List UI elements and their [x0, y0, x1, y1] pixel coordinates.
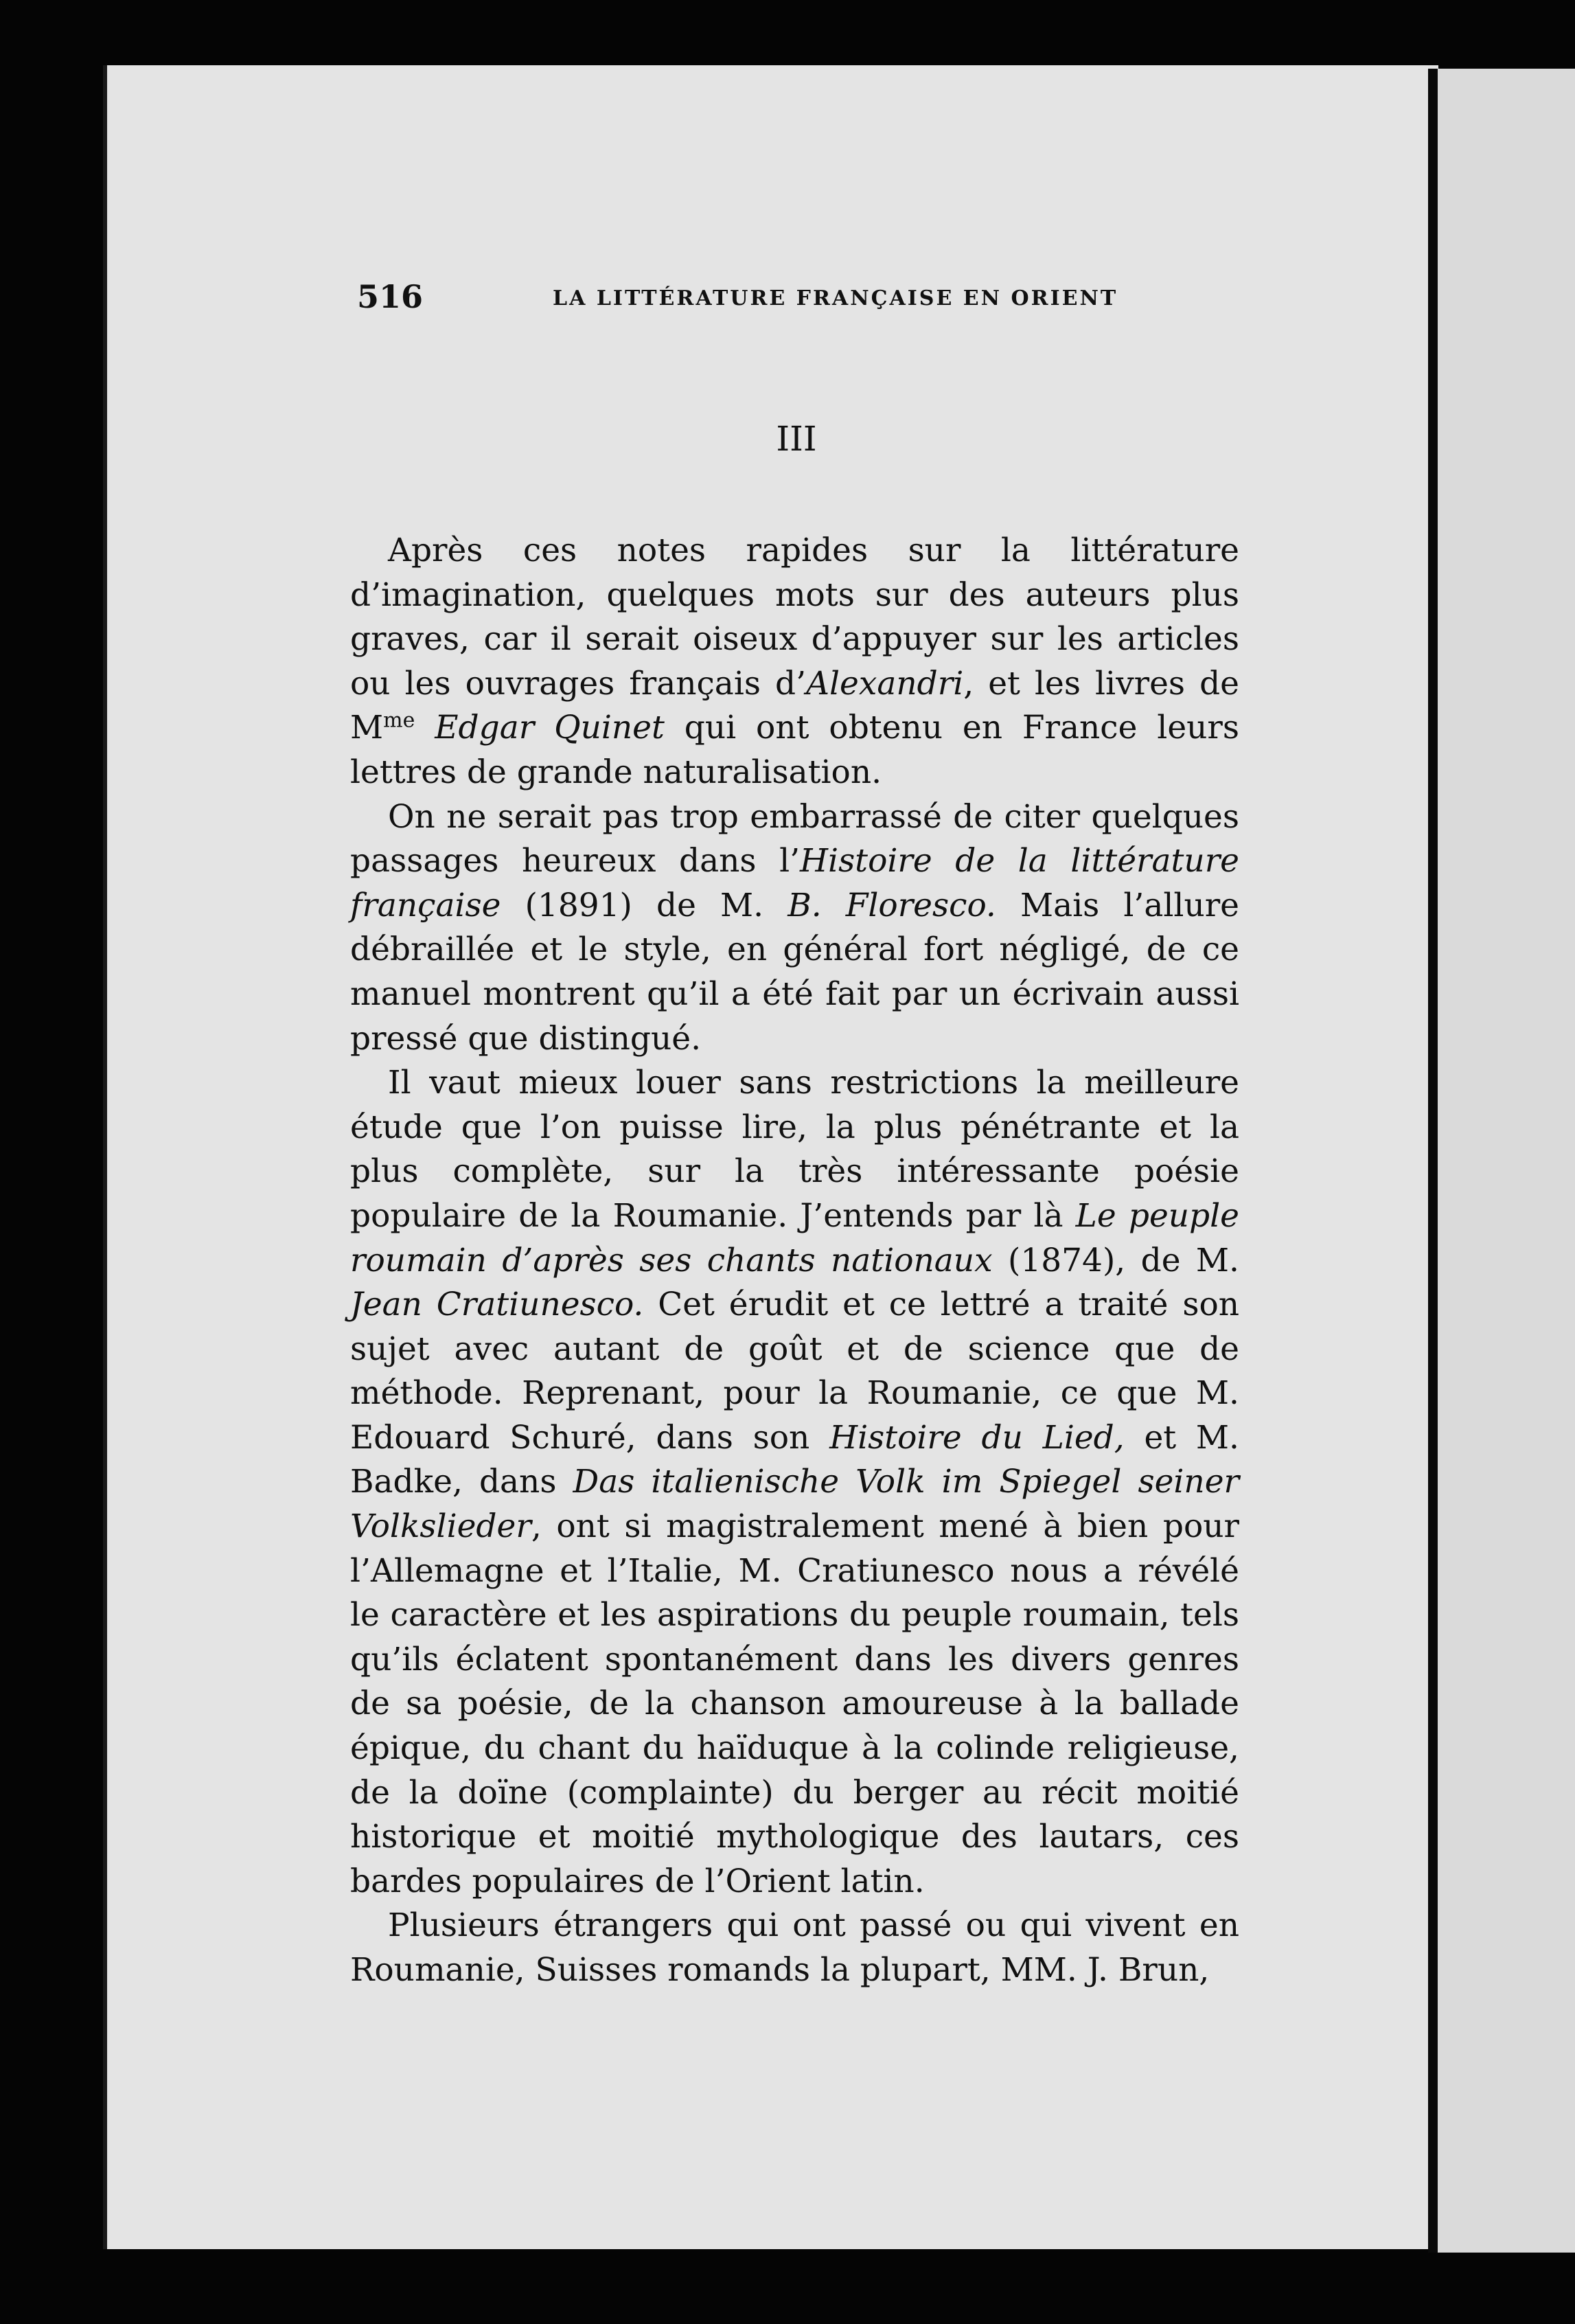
author-edgar-quinet: Edgar Quinet — [435, 709, 665, 747]
author-floresco: B. Floresco. — [788, 886, 996, 924]
author-alexandri: Alexandri — [806, 664, 964, 703]
paragraph-3 — [350, 1061, 1239, 1904]
page-number: 516 — [357, 278, 424, 315]
running-title: LA LITTÉRATURE FRANÇAISE EN ORIENT — [553, 286, 1118, 310]
section-heading: III — [776, 419, 817, 459]
paragraph-2-text-1: On ne serait pas trop embarrassé de citer quelques passages heureux dans l’ — [350, 797, 1239, 880]
book-title-peuple-roumain: Le peuple roumain d’après ses chants nationaux — [350, 1196, 1239, 1279]
paragraph-3-text-1: Il vaut mieux louer sans restrictions la meilleure étude que l’on puisse lire, la plus pénétrante et la plus complète, sur la très intéressante poésie populaire de la Roumanie. J’entends par là — [350, 1064, 1239, 1235]
paragraph-3-text-3: Cet érudit et ce lettré a traité son sujet avec autant de goût et de science que de méthode. Reprenant, pour la Roumanie, ce que M. Edouard Schuré, dans son — [350, 1286, 1240, 1457]
paragraph-1-text-2: , et les livres de M — [350, 664, 1239, 747]
paragraph-2-text-2: (1891) de M. — [501, 886, 788, 924]
paragraph-1-text-1: Après ces notes rapides sur la littérature d’imagination, quelques mots sur des auteurs plus graves, car il serait oiseux d’appuyer sur les articles ou les ouvrages français d’ — [350, 532, 1239, 703]
paragraph-4-text-1: Plusieurs étrangers qui ont passé ou qui vivent en Roumanie, Suisses romands la plupart, MM. J. Brun, — [350, 1906, 1239, 1989]
book-title-das-italienische-volk: Das italienische Volk im Spiegel seiner Volkslieder — [350, 1463, 1239, 1546]
paragraph-2-text-3: Mais l’allure débraillée et le style, en général fort négligé, de ce manuel montrent qu’il a été fait par un écrivain aussi pressé que distingué. — [350, 886, 1239, 1058]
book-title-histoire-litterature: Histoire de la littérature française — [350, 842, 1239, 924]
paragraph-3-text-4: et M. Badke, dans — [350, 1418, 1239, 1501]
author-cratiunesco: Jean Cratiunesco. — [350, 1286, 644, 1324]
book-title-histoire-du-lied: Histoire du Lied, — [829, 1418, 1125, 1457]
paragraph-3-text-2: (1874), de M. — [992, 1241, 1239, 1279]
paragraph-1 — [350, 529, 1239, 795]
paragraph-2 — [350, 795, 1239, 1062]
paragraph-3-text-5: , ont si magistralement mené à bien pour l’Allemagne et l’Italie, M. Cratiunesco nous a révélé le caractère et les aspirations du peuple roumain, tels qu’ils éclatent spontanément dans les divers genres de sa poésie, de la chanson amoureuse à la ballade épique, du chant du haïduque à la colinde religieuse, de la doïne (complainte) du berger au récit moitié historique et moitié mythologique des lautars, ces bardes populaires de l’Orient latin. — [350, 1507, 1239, 1900]
paragraph-1-text-4: qui ont obtenu en France leurs lettres de grande naturalisation. — [350, 709, 1239, 791]
page-header — [357, 278, 1118, 326]
madame-superscript: me — [383, 708, 415, 733]
paragraph-1-text-3 — [415, 709, 435, 747]
paragraph-4 — [350, 1904, 1239, 1992]
body-text — [350, 529, 1239, 1993]
adjacent-page-edge — [1428, 69, 1575, 2253]
